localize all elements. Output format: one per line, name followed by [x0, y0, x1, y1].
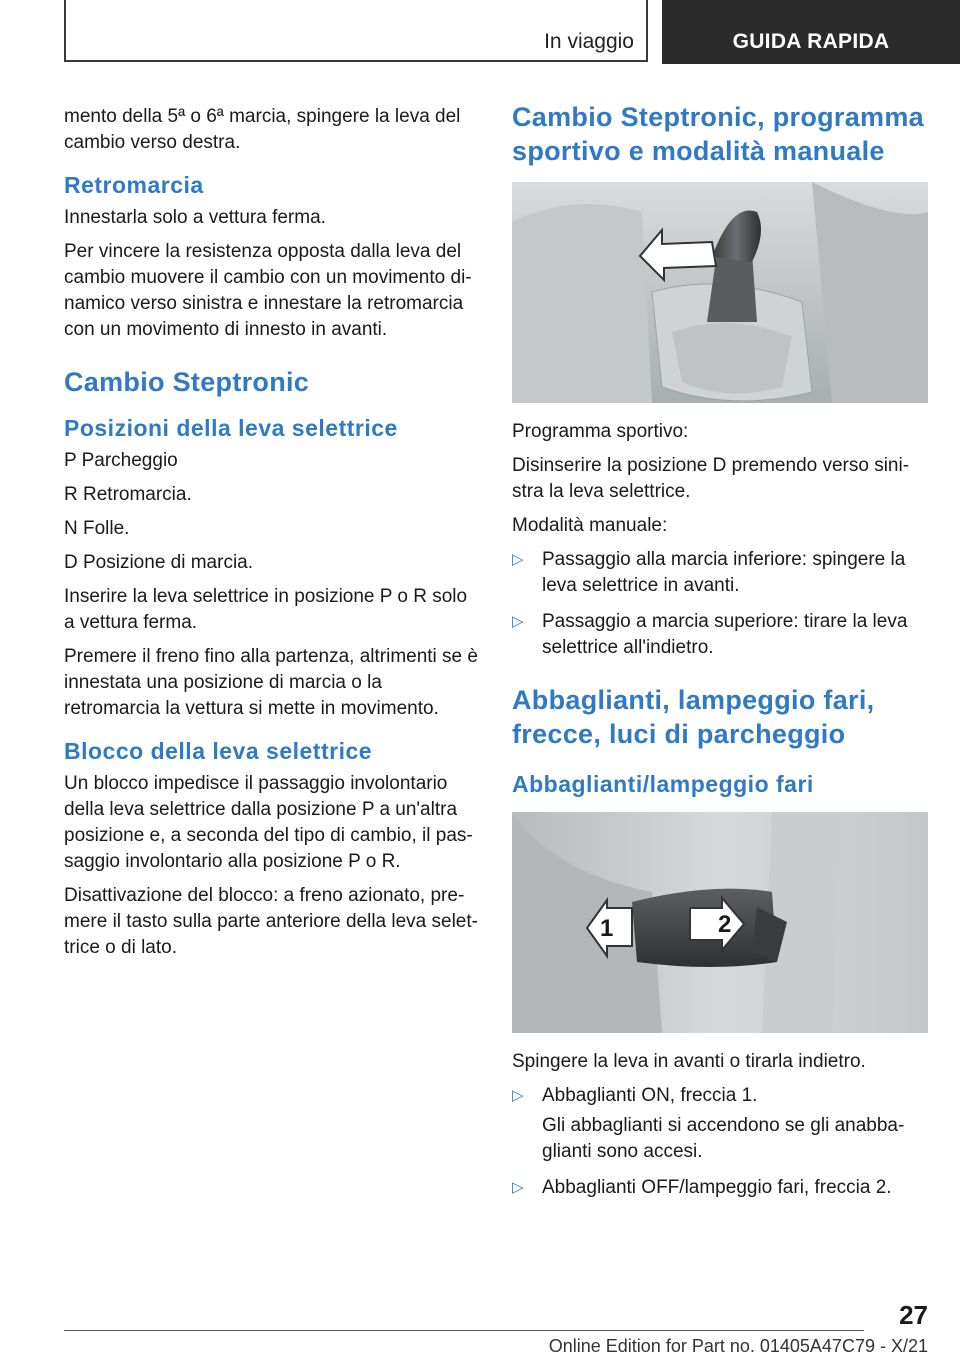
sport-text: Disinserire la posizione D premendo verso sinistra la leva selettrice. — [512, 455, 910, 502]
position-n: N Folle. — [64, 518, 130, 539]
sport-label: Programma sportivo: — [512, 421, 689, 442]
bullet-triangle-icon: ▷ — [512, 551, 524, 568]
left-column — [64, 104, 480, 969]
posizioni-heading: Posizioni della leva selettrice — [64, 415, 398, 441]
footer-divider — [64, 1330, 864, 1331]
high-beam-heading: Abbaglianti/lampeggio fari — [512, 771, 814, 797]
bullet-triangle-icon: ▷ — [512, 1179, 524, 1196]
high-beam-list — [512, 1083, 928, 1201]
steptronic-heading: Cambio Steptronic — [64, 367, 310, 397]
light-stalk-illustration — [512, 812, 928, 1033]
intro-text: mento della 5ª o 6ª marcia, spingere la leva del cambio verso destra. — [64, 106, 461, 153]
position-p: P Parcheggio — [64, 450, 178, 471]
header-tab-guida-rapida: GUIDA RAPIDA — [662, 0, 960, 64]
footer-edition: Online Edition for Part no. 01405A47C79 - X/21 — [548, 1336, 928, 1356]
position-note-1: Inserire la leva selettrice in posizione P o R solo a vettura ferma. — [64, 586, 468, 633]
blocco-heading: Blocco della leva selettrice — [64, 738, 373, 764]
list-item: ▷ Passaggio a marcia superiore: tirare la leva selettrice all'indietro. — [512, 611, 908, 658]
manual-label: Modalità manuale: — [512, 515, 668, 536]
position-d: D Posizione di marcia. — [64, 552, 254, 573]
high-beam-subnote: Gli abbaglianti si accendono se gli anabbaglianti sono accesi. — [542, 1115, 905, 1162]
bullet-triangle-icon: ▷ — [512, 613, 524, 630]
blocco-p2: Disattivazione del blocco: a freno azionato, premere il tasto sulla parte anteriore della leva selettrice o di lato. — [64, 885, 478, 958]
bullet-triangle-icon: ▷ — [512, 1087, 524, 1104]
retromarcia-p2: Per vincere la resistenza opposta dalla leva del cambio muovere il cambio con un movimento dinamico verso sinistra e innestare la retromarcia con un movimento di innesto in avanti. — [64, 241, 472, 340]
arrow-1-label: 1 — [600, 915, 614, 942]
blocco-p1: Un blocco impedisce il passaggio involontario della leva selettrice dalla posizione P a un'altra posizione e, a seconda del tipo di cambio, il passaggio involontario alla posizione P o R. — [64, 773, 473, 872]
sport-mode-heading: Cambio Steptronic, programma sportivo e modalità manuale — [512, 102, 924, 166]
list-item: ▷ Abbaglianti OFF/lampeggio fari, freccia 2. — [512, 1175, 928, 1201]
list-item: ▷ Abbaglianti ON, freccia 1. Gli abbaglianti si accendono se gli anabbaglianti sono accesi. — [512, 1083, 928, 1165]
position-r: R Retromarcia. — [64, 484, 192, 505]
list-item: ▷ Passaggio alla marcia inferiore: spingere la leva selettrice in avanti. — [512, 549, 906, 596]
lights-heading: Abbaglianti, lampeggio fari, frecce, luci di parcheggio — [512, 685, 875, 749]
gear-lever-illustration — [512, 182, 928, 403]
arrow-2-label: 2 — [718, 911, 732, 938]
manual-list — [512, 547, 928, 661]
retromarcia-p1: Innestarla solo a vettura ferma. — [64, 207, 326, 228]
header-section-title: In viaggio — [544, 30, 634, 53]
retromarcia-heading: Retromarcia — [64, 172, 204, 198]
position-note-2: Premere il freno fino alla partenza, altrimenti se è innestata una posizione di marcia o la retromarcia la vettura si mette in movimento. — [64, 646, 478, 719]
page-number: 27 — [899, 1300, 928, 1330]
right-column — [512, 100, 928, 1211]
high-beam-intro: Spingere la leva in avanti o tirarla indietro. — [512, 1051, 866, 1072]
